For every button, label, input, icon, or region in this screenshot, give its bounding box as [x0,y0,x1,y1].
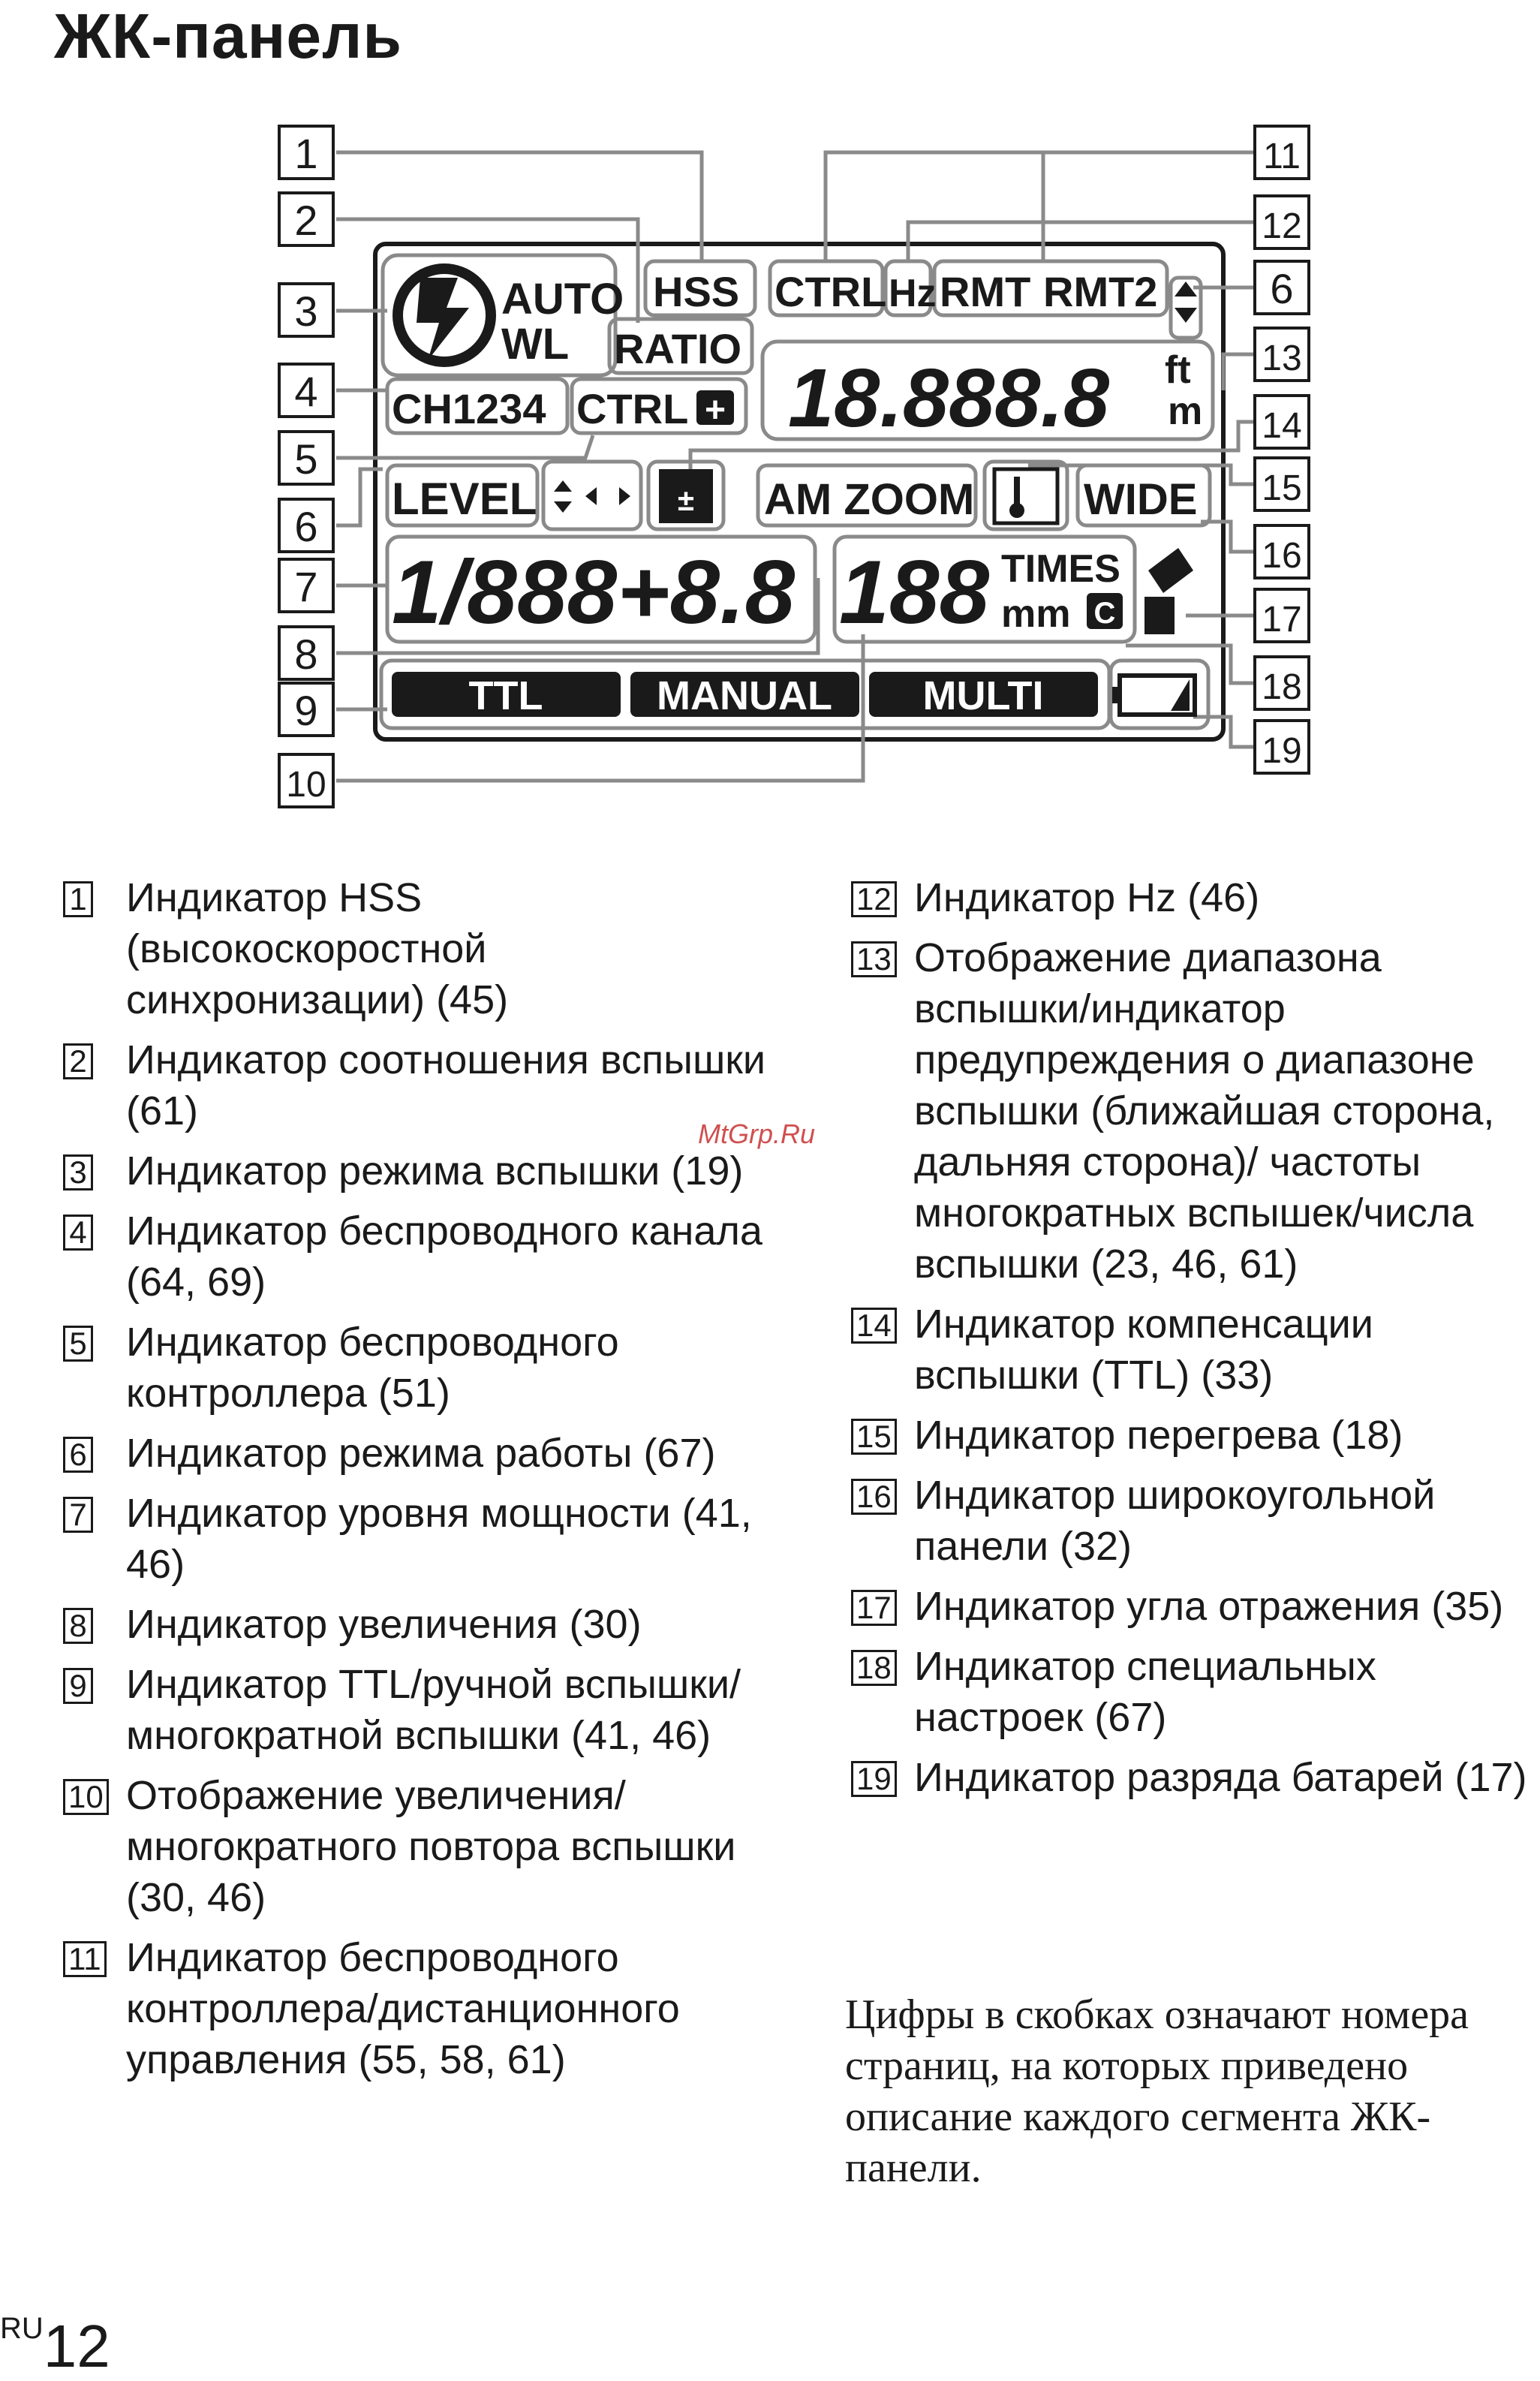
callout-1 [279,126,333,179]
list-item-19 [845,1752,1535,1803]
list-item-5 [57,1317,778,1419]
callout-14 [1255,396,1309,448]
list-item-13 [845,932,1535,1290]
item-text: Индикатор HSS (высокоскоростной синхронизации) (45) [126,875,509,1022]
lcd-am-zoom: AM ZOOM [764,475,975,524]
lcd-hz: Hz [889,272,937,315]
list-item-16 [845,1470,1535,1572]
callout-3-label: 3 [294,287,318,335]
lcd-manual: MANUAL [657,673,832,718]
callout-15-label: 15 [1262,468,1302,508]
lcd-times: TIMES [1001,547,1120,591]
bounce-icon [1144,548,1193,634]
list-item-2 [57,1034,778,1136]
callout-1-label: 1 [294,130,318,177]
list-item-9 [57,1659,778,1761]
list-item-6 [57,1428,778,1479]
item-text: Индикатор компенсации вспышки (TTL) (33) [914,1302,1373,1398]
lcd-wl: WL [501,320,570,369]
callout-4-label: 4 [294,368,318,415]
item-number: 11 [63,1941,107,1977]
item-text: Отображение увеличения/ многократного повтора вспышки (30, 46) [126,1773,736,1920]
item-number: 17 [851,1590,897,1626]
item-text: Индикатор соотношения вспышки (61) [126,1037,766,1133]
item-number: 2 [63,1043,93,1079]
item-number: 6 [63,1437,93,1473]
item-number: 4 [63,1215,93,1251]
item-text: Индикатор режима работы (67) [126,1431,716,1476]
footnote: Цифры в скобках означают номера страниц, на которых приведено описание каждого сегмента ЖК-панели. [845,1991,1469,2191]
callout-11 [1255,126,1309,179]
lcd-auto: AUTO [501,275,624,324]
callout-12-label: 12 [1262,206,1302,246]
item-number: 7 [63,1497,93,1533]
callout-8 [279,627,333,679]
item-text: Отображение диапазона вспышки/индикатор предупреждения о диапазоне вспышки (ближайшая сторона, дальняя сторона)/ частоты многократных вспышек/числа вспышки (23, 46, 61) [914,935,1495,1287]
item-text: Индикатор Hz (46) [914,875,1260,920]
watermark: MtGrp.Ru [698,1118,816,1149]
callout-5 [279,432,333,484]
callout-15 [1255,458,1309,510]
left-list [57,872,778,2094]
callout-2 [279,193,333,245]
callout-13 [1255,328,1309,381]
lcd-ctrl-plus: CTRL [576,385,689,432]
item-text: Индикатор разряда батарей (17) [914,1755,1527,1800]
callout-7 [279,559,333,612]
list-item-8 [57,1599,778,1650]
item-text: Индикатор беспроводного контроллера (51) [126,1320,619,1416]
item-text: Индикатор перегрева (18) [914,1413,1403,1458]
callout-12 [1255,196,1309,248]
item-number: 5 [63,1326,93,1362]
item-number: 16 [851,1479,897,1515]
page-num: 12 [43,2313,110,2379]
callout-14-label: 14 [1262,406,1302,446]
callout-16 [1255,525,1309,578]
callout-6-left [279,499,333,552]
list-item-10 [57,1770,778,1923]
callout-6-label: 6 [294,503,318,550]
overheat-icon [994,469,1057,523]
item-number: 9 [63,1668,93,1704]
item-text: Индикатор беспроводного канала (64, 69) [126,1209,762,1305]
flash-mode-icon [398,269,491,362]
item-number: 8 [63,1608,93,1644]
svg-text:±: ± [678,484,694,517]
item-text: Индикатор режима вспышки (19) [126,1148,744,1194]
list-item-14 [845,1299,1535,1401]
item-number: 10 [63,1779,109,1815]
lcd-zoom-digits: 188 [839,542,990,643]
item-text: Индикатор угла отражения (35) [914,1584,1504,1629]
item-number: 1 [63,881,93,917]
page-number [0,2312,110,2381]
list-item-3 [57,1145,778,1197]
lcd-range-digits: 18.888.8 [788,352,1110,444]
item-text: Индикатор уровня мощности (41, 46) [126,1491,752,1587]
item-text: Индикатор увеличения (30) [126,1602,642,1647]
callout-5-label: 5 [294,435,318,483]
lcd-hss: HSS [653,268,740,315]
lcd-wide: WIDE [1084,475,1198,524]
callout-8-label: 8 [294,631,318,678]
callout-18-label: 18 [1262,667,1302,707]
callout-19-label: 19 [1262,731,1302,771]
item-number: 3 [63,1154,93,1190]
list-item-15 [845,1410,1535,1461]
lcd-power-digits: 1/888+8.8 [392,542,796,643]
callout-17 [1255,589,1309,642]
callout-17-label: 17 [1262,600,1302,640]
svg-text:+: + [704,390,726,430]
lcd-ratio: RATIO [614,325,742,372]
item-text: Индикатор широкоугольной панели (32) [914,1473,1436,1569]
item-number: 15 [851,1419,897,1455]
callout-13-label: 13 [1262,339,1302,378]
list-item-17 [845,1581,1535,1632]
callout-18 [1255,657,1309,709]
arrows-icon [554,480,630,513]
lcd-ft: ft [1165,348,1191,392]
item-number: 14 [851,1308,897,1344]
lcd-multi: MULTI [922,673,1044,718]
lcd-diagram [0,0,1540,826]
callout-4 [279,364,333,417]
item-number: 18 [851,1650,897,1686]
callout-11-label: 11 [1263,137,1301,176]
list-item-11 [57,1932,778,2085]
lang-code: RU [0,2312,44,2345]
list-item-4 [57,1206,778,1308]
lcd-m: m [1168,390,1203,433]
callout-6-right [1255,261,1309,314]
lcd-ctrl: CTRL [775,268,887,315]
callout-16-label: 16 [1262,536,1302,576]
item-text: Индикатор специальных настроек (67) [914,1644,1376,1740]
list-item-7 [57,1488,778,1590]
callout-7-label: 7 [294,563,318,610]
item-text: Индикатор беспроводного контроллера/дистанционного управления (55, 58, 61) [126,1935,680,2082]
lcd-rmt: RMT [940,268,1031,315]
battery-icon [1112,676,1195,715]
lcd-rmt2: RMT2 [1043,268,1158,315]
callout-9 [279,683,333,736]
callout-19 [1255,721,1309,773]
lcd-mm: mm [1001,592,1071,636]
lcd-ch: CH1234 [392,385,546,432]
lcd-level: LEVEL [392,474,537,524]
callout-10 [279,754,333,807]
item-number: 13 [851,941,897,977]
right-list [845,872,1535,1812]
list-item-12 [845,872,1535,923]
item-text: Индикатор TTL/ручной вспышки/многократной вспышки (41, 46) [126,1662,741,1758]
callout-3 [279,284,333,336]
item-number: 19 [851,1761,897,1797]
callout-2-label: 2 [294,197,318,244]
list-item-18 [845,1641,1535,1743]
callout-10-label: 10 [286,765,326,805]
lcd-c: C [1093,597,1116,630]
callout-9-label: 9 [294,687,318,734]
page-title: ЖК-панель [54,1,403,71]
callout-6b-label: 6 [1270,265,1294,312]
lcd-ttl: TTL [468,673,543,718]
list-item-1 [57,872,778,1025]
item-number: 12 [851,881,897,917]
